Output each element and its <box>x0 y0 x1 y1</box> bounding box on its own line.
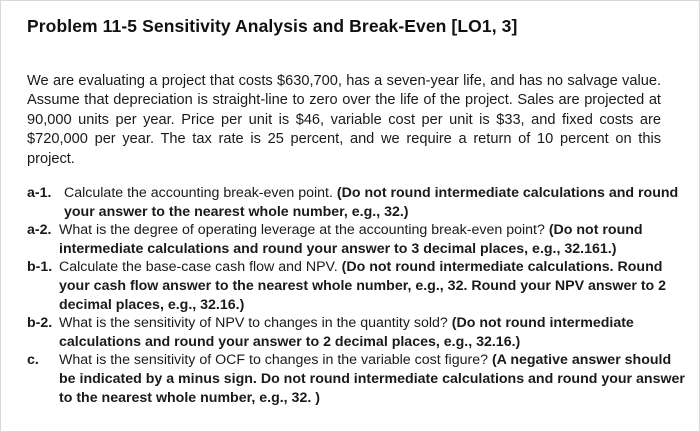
question-label: b-2. <box>27 315 53 332</box>
question-text <box>59 351 691 407</box>
question-prompt: What is the degree of operating leverage at the accounting break-even point? <box>59 222 545 239</box>
question-prompt: What is the sensitivity of OCF to changes in the variable cost figure? <box>59 352 488 369</box>
question-instruction: (Do not round intermediate calculations and round your answer to 2 decimal places, e.g., 32.16.) <box>59 315 634 350</box>
question-label: a-2. <box>27 222 52 239</box>
question-list <box>27 184 691 407</box>
question-b2 <box>27 314 691 351</box>
question-text <box>64 184 691 221</box>
question-prompt: What is the sensitivity of NPV to changes in the quantity sold? <box>59 315 448 332</box>
question-a1 <box>27 184 691 221</box>
question-text <box>59 258 691 314</box>
problem-description-text: We are evaluating a project that costs $630,700, has a seven-year life, and has no salvage value. Assume that depreciation is straight-line to zero over the life of the project. Sales are projected at 90,000 units per year. Price per unit is $46, variable cost per unit is $33, and fixed costs are $720,000 per year. The tax rate is 25 percent, and we require a return of 10 percent on this project. <box>27 73 661 167</box>
question-instruction: (A negative answer should be indicated by a minus sign. Do not round intermediate calculations and round your answer to the nearest whole number, e.g., 32. ) <box>59 352 685 406</box>
question-instruction: (Do not round intermediate calculations and round your answer to the nearest whole number, e.g., 32.) <box>64 185 679 220</box>
question-b1 <box>27 258 691 314</box>
question-text <box>59 314 691 351</box>
question-c <box>27 351 691 407</box>
question-instruction: (Do not round intermediate calculations and round your answer to 3 decimal places, e.g., 32.161.) <box>59 222 643 257</box>
problem-description <box>27 72 661 169</box>
question-instruction: (Do not round intermediate calculations. Round your cash flow answer to the nearest whole number, e.g., 32. Round your NPV answer to 2 decimal places, e.g., 32.16.) <box>59 259 667 313</box>
question-prompt: Calculate the base-case cash flow and NPV. <box>59 259 338 276</box>
question-label: b-1. <box>27 259 53 276</box>
question-text <box>59 221 691 258</box>
problem-title: Problem 11-5 Sensitivity Analysis and Break-Even [LO1, 3] <box>27 16 518 36</box>
question-a2 <box>27 221 691 258</box>
question-label: a-1. <box>27 185 52 201</box>
question-prompt: Calculate the accounting break-even point. <box>64 185 333 201</box>
question-label: c. <box>27 352 39 369</box>
